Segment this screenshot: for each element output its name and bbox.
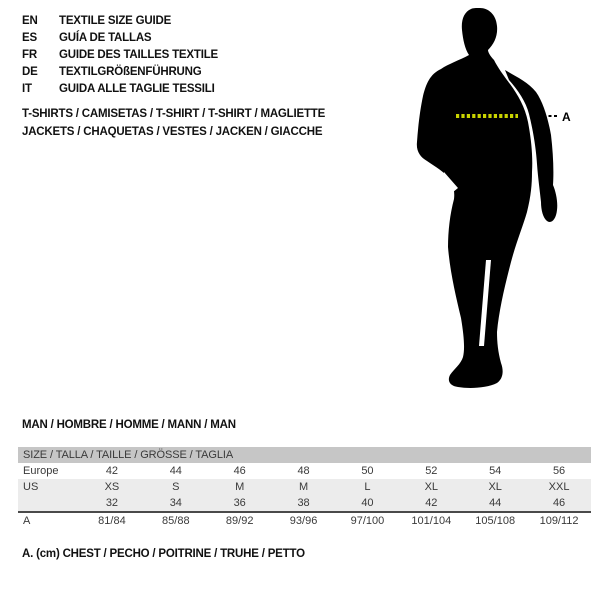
- size-cell: 36: [233, 497, 246, 509]
- language-row-en: [22, 13, 218, 30]
- size-table-header: SIZE / TALLA / TAILLE / GRÖSSE / TAGLIA: [18, 447, 591, 463]
- size-cell: 89/92: [225, 515, 254, 527]
- man-silhouette-figure: [405, 0, 580, 400]
- size-cell: 50: [361, 465, 374, 477]
- size-cell: 44: [489, 497, 502, 509]
- size-cell: 105/108: [475, 515, 516, 527]
- language-code: EN: [22, 15, 38, 27]
- table-row-chest-cm: [18, 513, 591, 529]
- language-code: DE: [22, 66, 38, 78]
- language-label: GUIDE DES TAILLES TEXTILE: [59, 49, 218, 61]
- size-cell: 48: [297, 465, 310, 477]
- size-cell: M: [235, 481, 245, 493]
- category-headings: [22, 106, 325, 141]
- row-label: US: [23, 481, 39, 493]
- size-cell: XL: [488, 481, 502, 493]
- size-cell: 42: [425, 497, 438, 509]
- table-row-us: [18, 479, 591, 495]
- size-cell: 54: [489, 465, 502, 477]
- size-cell: 44: [169, 465, 182, 477]
- language-code: ES: [22, 32, 37, 44]
- size-cell: 46: [233, 465, 246, 477]
- size-cell: L: [364, 481, 371, 493]
- size-cell: M: [298, 481, 309, 493]
- size-cell: S: [172, 481, 180, 493]
- category-tshirts: T-SHIRTS / CAMISETAS / T-SHIRT / T-SHIRT / MAGLIETTE: [22, 108, 326, 120]
- size-cell: 34: [169, 497, 182, 509]
- language-label: TEXTILGRÖßENFÜHRUNG: [59, 66, 202, 78]
- size-cell: 109/112: [539, 515, 579, 527]
- row-label: [18, 495, 80, 511]
- size-cell: 97/100: [350, 515, 385, 527]
- language-row-fr: [22, 47, 218, 64]
- language-row-it: [22, 81, 218, 98]
- language-label: GUIDA ALLE TAGLIE TESSILI: [59, 83, 215, 95]
- size-cell: XXL: [548, 481, 570, 493]
- size-cell: 46: [552, 497, 566, 509]
- size-cell: 81/84: [98, 515, 126, 527]
- category-jackets: JACKETS / CHAQUETAS / VESTES / JACKEN / GIACCHE: [22, 125, 323, 138]
- measure-label-a: A: [562, 110, 571, 124]
- language-code: IT: [22, 83, 32, 95]
- row-label: Europe: [23, 465, 59, 477]
- size-table: [18, 447, 591, 529]
- language-code: FR: [22, 49, 37, 61]
- language-list: [22, 13, 218, 98]
- language-label: GUÍA DE TALLAS: [59, 32, 152, 44]
- language-row-de: [22, 64, 218, 81]
- size-cell: 101/104: [411, 515, 452, 527]
- size-cell: XS: [104, 481, 120, 493]
- table-row-us-numeric: [18, 495, 591, 513]
- size-cell: 38: [297, 497, 310, 509]
- language-label: TEXTILE SIZE GUIDE: [59, 15, 172, 27]
- table-row-europe: [18, 463, 591, 479]
- silhouette-body: [417, 8, 532, 388]
- measurement-footnote: A. (cm) CHEST / PECHO / POITRINE / TRUHE / PETTO: [22, 548, 305, 560]
- size-cell: 85/88: [162, 515, 190, 527]
- language-row-es: [22, 30, 218, 47]
- size-cell: 42: [105, 465, 119, 477]
- size-cell: 56: [552, 465, 566, 477]
- size-cell: 32: [105, 497, 119, 509]
- size-cell: 93/96: [289, 515, 318, 527]
- gender-heading: MAN / HOMBRE / HOMME / MANN / MAN: [22, 419, 236, 431]
- size-cell: 52: [425, 465, 438, 477]
- size-cell: XL: [424, 481, 439, 493]
- size-cell: 40: [361, 497, 374, 509]
- row-label: A: [23, 515, 31, 527]
